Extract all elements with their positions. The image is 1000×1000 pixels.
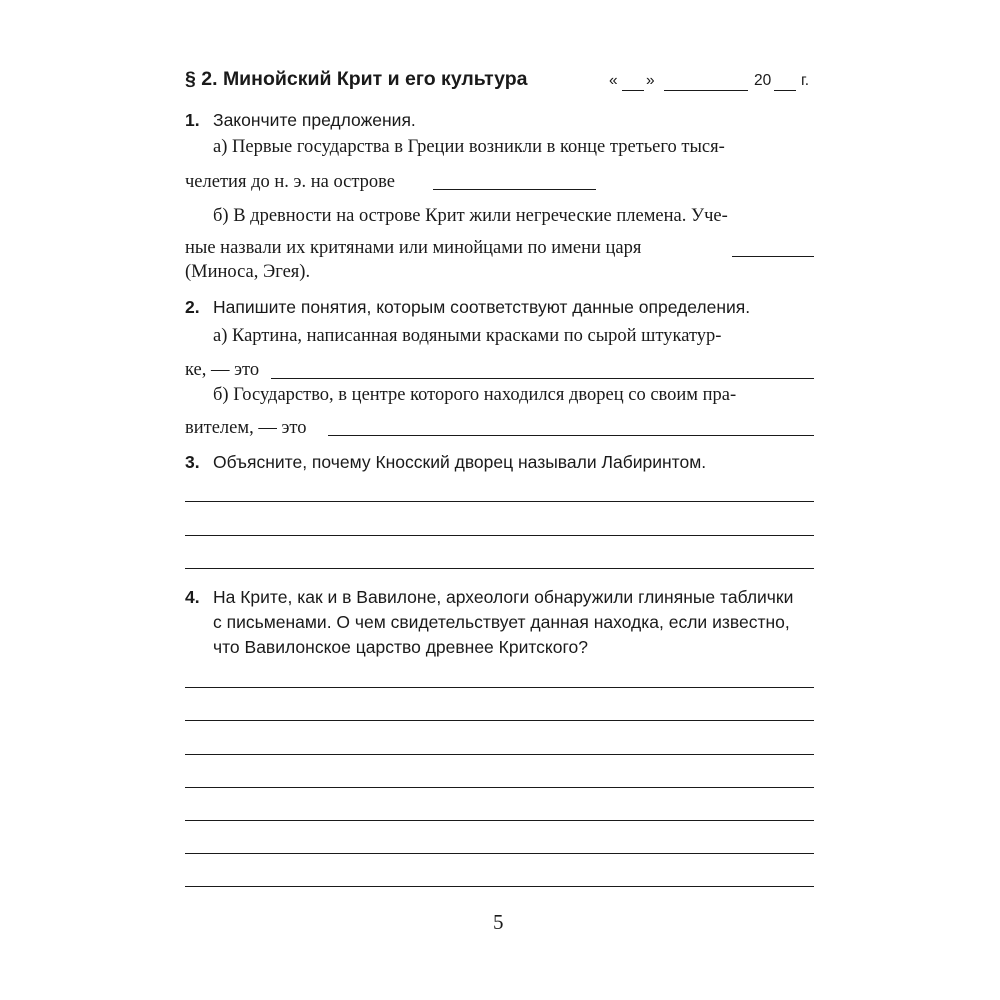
- q1-b-line-3: (Миноса, Эгея).: [185, 262, 311, 282]
- q4-answer-line[interactable]: [185, 687, 814, 688]
- date-quote-close: »: [646, 72, 655, 89]
- question-1-prompt: Закончите предложения.: [213, 110, 416, 130]
- page-title: § 2. Минойский Крит и его культура: [185, 68, 528, 90]
- year-blank[interactable]: [774, 90, 796, 91]
- q2-b-line-1: б) Государство, в центре которого находился дворец со своим пра-: [213, 385, 737, 405]
- q2-b-line-2: вителем, — это: [185, 418, 307, 438]
- q1-b-line-2: ные назвали их критянами или минойцами по имени царя: [185, 238, 642, 258]
- q1-b-line-1: б) В древности на острове Крит жили негреческие племена. Уче-: [213, 206, 728, 226]
- q4-answer-line[interactable]: [185, 720, 814, 721]
- question-3-prompt: Объясните, почему Кносский дворец называли Лабиринтом.: [213, 452, 707, 472]
- q2-a-line-2: ке, — это: [185, 360, 260, 380]
- day-blank[interactable]: [622, 90, 644, 91]
- year-suffix: г.: [801, 72, 810, 89]
- question-1-number: 1.: [185, 110, 200, 130]
- question-2-prompt: Напишите понятия, которым соответствуют данные определения.: [213, 297, 751, 317]
- q1-a-line-2: челетия до н. э. на острове: [185, 172, 396, 192]
- year-prefix: 20: [754, 72, 772, 89]
- q3-answer-line[interactable]: [185, 568, 814, 569]
- q1-a-answer-blank[interactable]: [433, 189, 596, 190]
- q4-answer-line[interactable]: [185, 820, 814, 821]
- q2-b-answer-blank[interactable]: [328, 435, 814, 436]
- q2-a-line-1: а) Картина, написанная водяными красками по сырой штукатур-: [213, 326, 722, 346]
- q1-b-answer-blank[interactable]: [732, 256, 814, 257]
- q4-answer-line[interactable]: [185, 853, 814, 854]
- date-quote-open: «: [609, 72, 618, 89]
- question-4-line-1: На Крите, как и в Вавилоне, археологи обнаружили глиняные таблички: [213, 587, 794, 607]
- q3-answer-line[interactable]: [185, 535, 814, 536]
- question-2-number: 2.: [185, 297, 200, 317]
- q4-answer-line[interactable]: [185, 754, 814, 755]
- question-3-number: 3.: [185, 452, 200, 472]
- q4-answer-line[interactable]: [185, 787, 814, 788]
- month-blank[interactable]: [664, 90, 748, 91]
- question-4-line-3: что Вавилонское царство древнее Критского?: [213, 637, 588, 657]
- page-number: 5: [493, 910, 504, 934]
- question-4-number: 4.: [185, 587, 200, 607]
- question-4-line-2: с письменами. О чем свидетельствует данная находка, если известно,: [213, 612, 790, 632]
- q1-a-line-1: а) Первые государства в Греции возникли в конце третьего тыся-: [213, 137, 725, 157]
- q2-a-answer-blank[interactable]: [271, 378, 814, 379]
- q3-answer-line[interactable]: [185, 501, 814, 502]
- q4-answer-line[interactable]: [185, 886, 814, 887]
